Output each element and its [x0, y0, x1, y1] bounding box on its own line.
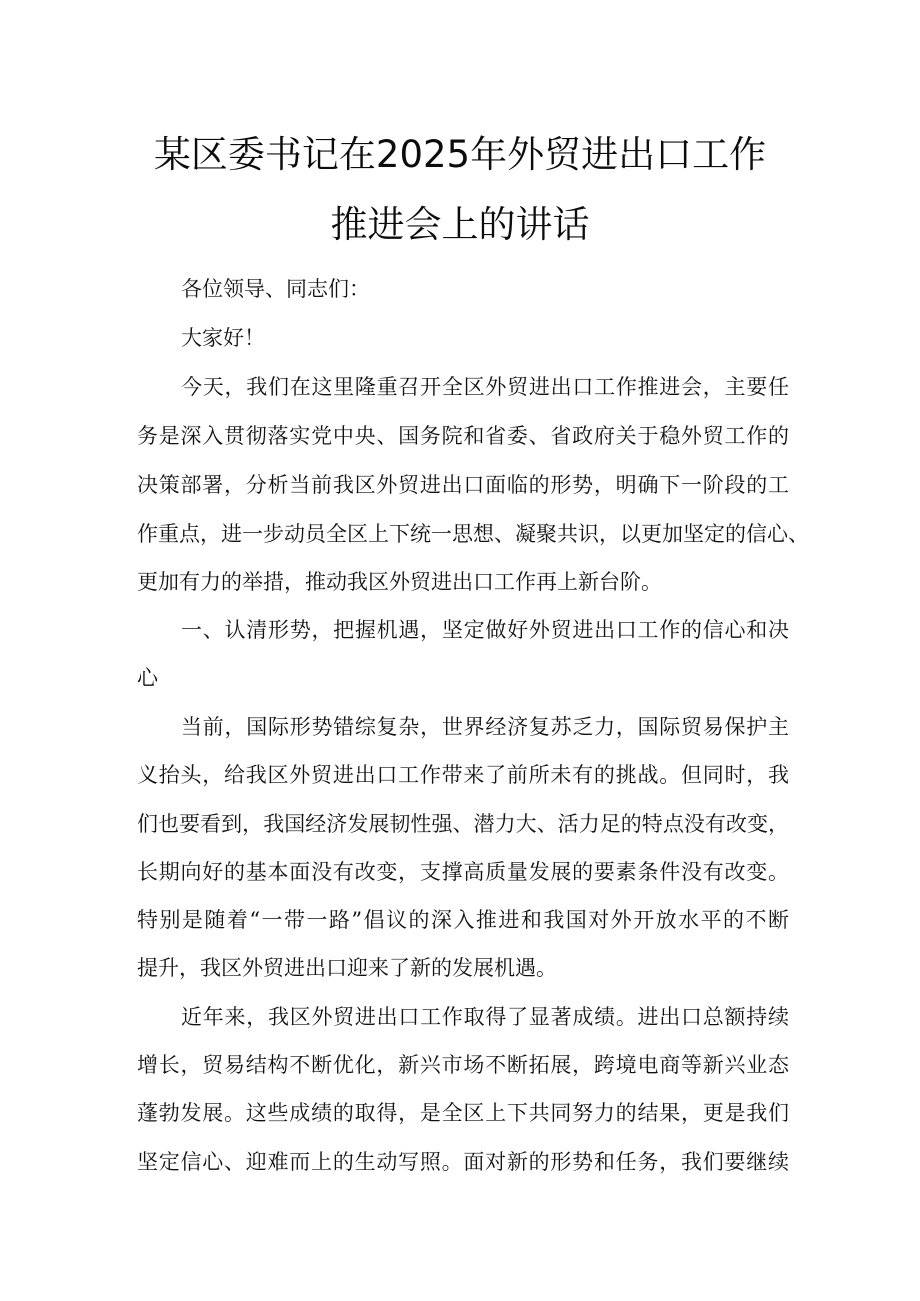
- paragraph-3-line-4: 坚定信心、迎难而上的生动写照。面对新的形势和任务，我们要继续: [137, 1150, 789, 1174]
- paragraph-1-line-1: 今天，我们在这里隆重召开全区外贸进出口工作推进会，主要任: [181, 375, 789, 399]
- paragraph-1-line-4: 作重点，进一步动员全区上下统一思想、凝聚共识，以更加坚定的信心、: [137, 522, 809, 546]
- paragraph-2-line-4: 长期向好的基本面没有改变，支撑高质量发展的要素条件没有改变。: [137, 860, 789, 884]
- paragraph-3-line-2: 增长，贸易结构不断优化，新兴市场不断拓展，跨境电商等新兴业态: [137, 1053, 789, 1077]
- paragraph-3-line-3: 蓬勃发展。这些成绩的取得，是全区上下共同努力的结果，更是我们: [137, 1101, 789, 1125]
- paragraph-2-line-5: 特别是随着“一带一路”倡议的深入推进和我国对外开放水平的不断: [137, 908, 789, 932]
- paragraph-1-line-3: 决策部署，分析当前我区外贸进出口面临的形势，明确下一阶段的工: [137, 473, 789, 497]
- section-heading-1-line-2: 心: [137, 666, 158, 690]
- title-line-1: 某区委书记在2025年外贸进出口工作: [153, 133, 767, 176]
- paragraph-2-line-6: 提升，我区外贸进出口迎来了新的发展机遇。: [137, 956, 557, 980]
- paragraph-1-line-2: 务是深入贯彻落实党中央、国务院和省委、省政府关于稳外贸工作的: [137, 424, 789, 448]
- paragraph-3-line-1: 近年来，我区外贸进出口工作取得了显著成绩。进出口总额持续: [181, 1005, 789, 1029]
- paragraph-2-line-3: 们也要看到，我国经济发展韧性强、潜力大、活力足的特点没有改变，: [137, 812, 789, 836]
- salutation: 各位领导、同志们：: [181, 277, 370, 301]
- paragraph-1-line-5: 更加有力的举措，推动我区外贸进出口工作再上新台阶。: [137, 570, 662, 594]
- paragraph-2-line-2: 义抬头，给我区外贸进出口工作带来了前所未有的挑战。但同时，我: [137, 763, 789, 787]
- title-line-2: 推进会上的讲话: [330, 203, 590, 246]
- greeting: 大家好！: [181, 326, 265, 350]
- paragraph-2-line-1: 当前，国际形势错综复杂，世界经济复苏乏力，国际贸易保护主: [181, 715, 789, 739]
- section-heading-1-line-1: 一、认清形势，把握机遇，坚定做好外贸进出口工作的信心和决: [181, 618, 789, 642]
